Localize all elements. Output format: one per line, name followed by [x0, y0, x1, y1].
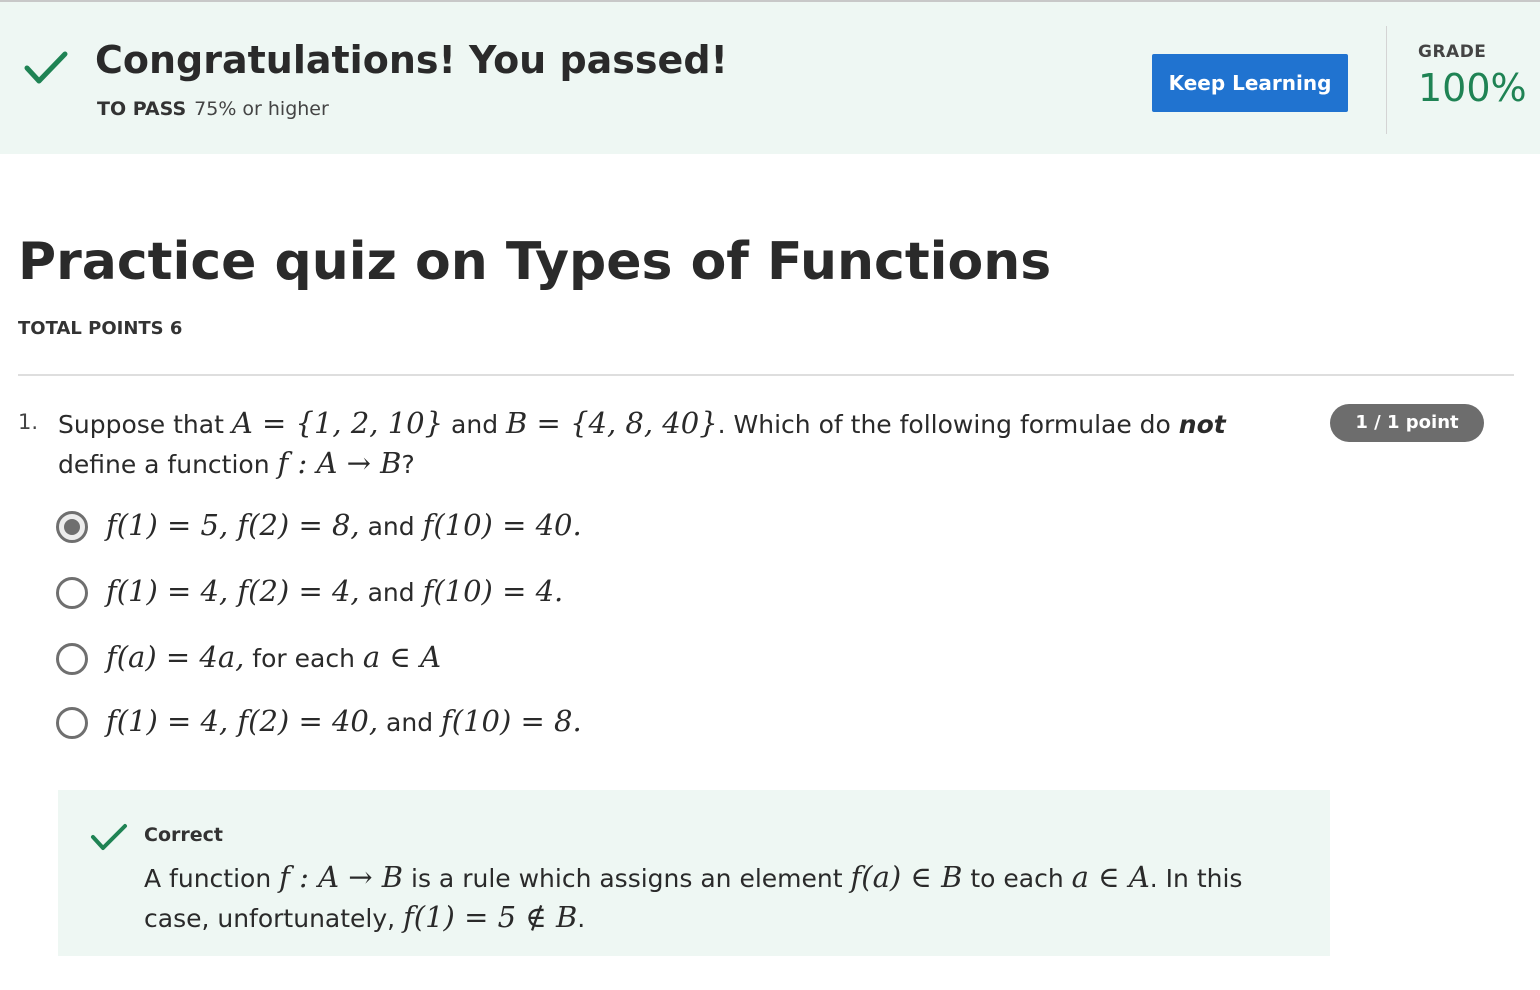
option-label [106, 572, 563, 612]
option-label [106, 638, 441, 678]
option-text-part: and [359, 512, 423, 541]
option-label [106, 506, 582, 546]
math-expression: f : A → B [279, 860, 404, 894]
math-expression: A = {1, 2, 10} [231, 406, 444, 440]
feedback-text-part: . In this case, unfortunately, [144, 864, 1243, 933]
feedback-text [144, 858, 1304, 938]
radio-icon[interactable] [56, 643, 88, 675]
question-text [58, 404, 1288, 484]
math-expression: f(1) = 4, f(2) = 40, [106, 704, 379, 738]
radio-selected-icon[interactable] [56, 511, 88, 543]
math-expression: f(1) = 5 ∉ B [403, 900, 578, 934]
math-expression: B = {4, 8, 40} [506, 406, 718, 440]
pass-title: Congratulations! You passed! [95, 38, 728, 82]
feedback-text-part: . [577, 904, 586, 933]
divider [1386, 26, 1387, 134]
to-pass-value: 75% or higher [194, 98, 329, 120]
answer-option-1[interactable] [56, 506, 856, 550]
grade-label: GRADE [1418, 42, 1487, 62]
question-text-part: define a function [58, 450, 278, 479]
question-text-part: . Which of the following formulae do [717, 410, 1179, 439]
checkmark-icon [24, 50, 68, 86]
to-pass-label: TO PASS [97, 98, 187, 120]
radio-icon[interactable] [56, 577, 88, 609]
total-points: TOTAL POINTS 6 [18, 318, 183, 339]
question-text-part: and [443, 410, 507, 439]
page-title: Practice quiz on Types of Functions [18, 232, 1052, 292]
emphasis-text: not [1178, 410, 1226, 439]
points-badge: 1 / 1 point [1330, 404, 1484, 442]
math-expression: a ∈ A [362, 640, 442, 674]
option-label [106, 702, 582, 742]
option-text-part: and [359, 578, 423, 607]
math-expression: f(10) = 4. [422, 574, 564, 608]
math-expression: f(a) = 4a, [106, 640, 245, 674]
feedback-text-part: A function [144, 864, 280, 893]
option-text-part: and [378, 708, 442, 737]
keep-learning-button[interactable]: Keep Learning [1152, 54, 1348, 112]
feedback-title: Correct [144, 824, 223, 846]
feedback-text-part: is a rule which assigns an element [403, 864, 851, 893]
answer-option-4[interactable] [56, 702, 856, 746]
answer-option-2[interactable] [56, 572, 856, 616]
math-expression: f(a) ∈ B [850, 860, 963, 894]
math-expression: f(10) = 8. [441, 704, 582, 738]
question-text-part: Suppose that [58, 410, 232, 439]
answer-option-3[interactable] [56, 638, 856, 682]
question-text-part: ? [401, 450, 415, 479]
math-expression: a ∈ A [1071, 860, 1150, 894]
result-banner [0, 0, 1540, 154]
math-expression: f : A → B [277, 446, 402, 480]
checkmark-icon [90, 822, 128, 852]
math-expression: f(1) = 4, f(2) = 4, [106, 574, 360, 608]
divider [18, 374, 1514, 376]
option-text-part: for each [244, 644, 363, 673]
grade-value: 100% [1418, 66, 1527, 110]
math-expression: f(1) = 5, f(2) = 8, [106, 508, 360, 542]
to-pass-info [97, 98, 329, 120]
question-number: 1. [18, 410, 39, 434]
feedback-box [58, 790, 1330, 956]
feedback-text-part: to each [962, 864, 1072, 893]
radio-icon[interactable] [56, 707, 88, 739]
math-expression: f(10) = 40. [422, 508, 582, 542]
